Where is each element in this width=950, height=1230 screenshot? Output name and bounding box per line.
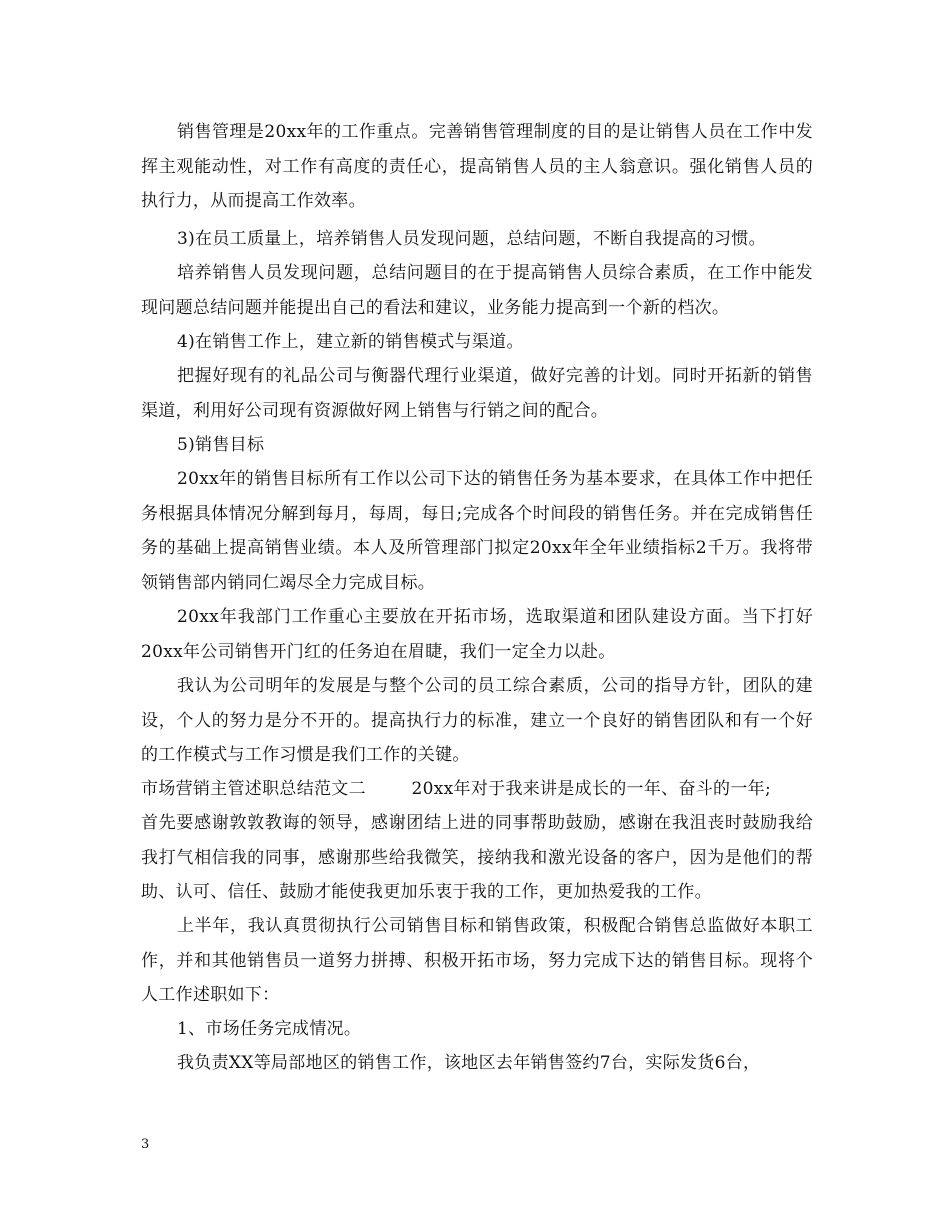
paragraph-opinion: 我认为公司明年的发展是与整个公司的员工综合素质，公司的指导方针，团队的建设，个人的努力是分不开的。提高执行力的标准，建立一个良好的销售团队和有一个好的工作模式与工作习惯是我们工作的关键。: [141, 676, 813, 765]
paragraph-market-task: 1、市场任务完成情况。: [177, 1019, 362, 1039]
section-title: 市场营销主管述职总结范文二: [141, 779, 366, 799]
paragraph-cultivate: 培养销售人员发现问题，总结问题目的在于提高销售人员综合素质，在工作中能发现问题总结问题并能提出自己的看法和建议，业务能力提高到一个新的档次。: [141, 263, 813, 318]
paragraph-item-5: 5)销售目标: [177, 435, 265, 455]
section-first-line: 20xx年对于我来讲是成长的一年、奋斗的一年;: [411, 779, 771, 799]
section-heading-line: [141, 772, 813, 807]
paragraph-thanks: 首先要感谢敦敦教诲的领导，感谢团结上进的同事帮助鼓励，感谢在我沮丧时鼓励我给我打气相信我的同事，感谢那些给我微笑，接纳我和激光设备的客户，因为是他们的帮助、认可、信任、鼓励才能使我更加乐衷于我的工作，更加热爱我的工作。: [141, 813, 813, 902]
paragraph-channels: 把握好现有的礼品公司与衡器代理行业渠道，做好完善的计划。同时开拓新的销售渠道，利用好公司现有资源做好网上销售与行销之间的配合。: [141, 366, 813, 421]
paragraph-sales-target: 20xx年的销售目标所有工作以公司下达的销售任务为基本要求，在具体工作中把任务根据具体情况分解到每月，每周，每日;完成各个时间段的销售任务。并在完成销售任务的基础上提高销售业绩。本人及所管理部门拟定20xx年全年业绩指标2千万。我将带领销售部内销同仁竭尽全力完成目标。: [141, 469, 813, 593]
paragraph-department-focus: 20xx年我部门工作重心主要放在开拓市场，选取渠道和团队建设方面。当下打好20xx年公司销售开门红的任务迫在眉睫，我们一定全力以赴。: [141, 607, 813, 662]
paragraph-responsible-region: 我负责XX等局部地区的销售工作，该地区去年销售签约7台，实际发货6台，: [177, 1053, 761, 1073]
paragraph-sales-management: 销售管理是20xx年的工作重点。完善销售管理制度的目的是让销售人员在工作中发挥主观能动性，对工作有高度的责任心，提高销售人员的主人翁意识。强化销售人员的执行力，从而提高工作效率。: [141, 122, 813, 211]
page-number: 3: [141, 1137, 150, 1152]
paragraph-first-half: 上半年，我认真贯彻执行公司销售目标和销售政策，积极配合销售总监做好本职工作，并和其他销售员一道努力拼搏、积极开拓市场，努力完成下达的销售目标。现将个人工作述职如下：: [141, 916, 813, 1005]
paragraph-item-3: 3)在员工质量上，培养销售人员发现问题，总结问题，不断自我提高的习惯。: [177, 229, 766, 249]
paragraph-item-4: 4)在销售工作上，建立新的销售模式与渠道。: [177, 332, 524, 352]
